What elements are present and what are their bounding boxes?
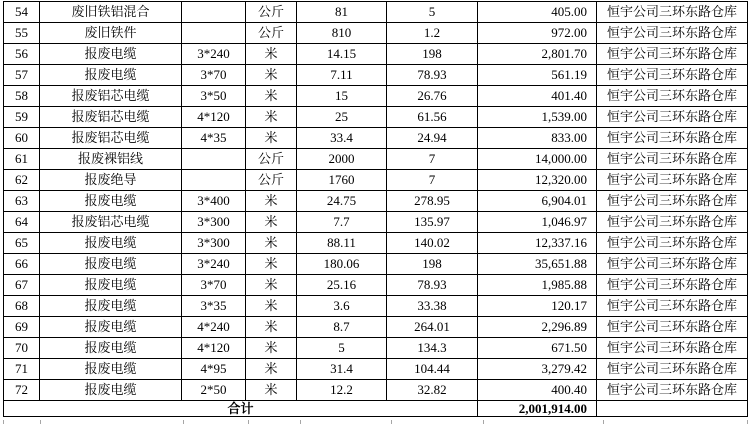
cell-unit-price[interactable]: 140.02 (387, 233, 478, 254)
cell-amount[interactable]: 35,651.88 (478, 254, 597, 275)
cell-quantity[interactable]: 3.6 (297, 296, 387, 317)
cell-unit[interactable]: 米 (246, 275, 297, 296)
cell-spec[interactable] (182, 2, 246, 23)
cell-quantity[interactable]: 33.4 (297, 128, 387, 149)
table-row (4, 338, 748, 359)
cell-spec[interactable]: 3*300 (182, 212, 246, 233)
cell-spec[interactable]: 4*240 (182, 317, 246, 338)
cell-location[interactable]: 恒宇公司三环东路仓库 (597, 65, 748, 86)
cell-amount[interactable]: 1,539.00 (478, 107, 597, 128)
cell-amount[interactable]: 120.17 (478, 296, 597, 317)
grid-line-stub (40, 420, 41, 424)
cell-amount[interactable]: 400.40 (478, 380, 597, 401)
cell-quantity[interactable]: 15 (297, 86, 387, 107)
cell-row-number[interactable]: 67 (4, 275, 40, 296)
cell-row-number[interactable]: 62 (4, 170, 40, 191)
cell-row-number[interactable]: 71 (4, 359, 40, 380)
cell-amount[interactable]: 1,985.88 (478, 275, 597, 296)
cell-unit-price[interactable]: 7 (387, 170, 478, 191)
cell-spec[interactable]: 3*300 (182, 233, 246, 254)
cell-item-name[interactable]: 报废电缆 (40, 359, 182, 380)
cell-quantity[interactable]: 8.7 (297, 317, 387, 338)
cell-unit[interactable]: 米 (246, 128, 297, 149)
grid-line-stub (3, 420, 4, 424)
cell-unit[interactable]: 米 (246, 65, 297, 86)
cell-spec[interactable] (182, 149, 246, 170)
cell-quantity[interactable]: 1760 (297, 170, 387, 191)
cell-quantity[interactable]: 810 (297, 23, 387, 44)
table-row (4, 107, 748, 128)
cell-quantity[interactable]: 25.16 (297, 275, 387, 296)
cell-row-number[interactable]: 64 (4, 212, 40, 233)
cell-unit-price[interactable]: 134.3 (387, 338, 478, 359)
cell-spec[interactable] (182, 170, 246, 191)
cell-location[interactable]: 恒宇公司三环东路仓库 (597, 86, 748, 107)
cell-row-number[interactable]: 70 (4, 338, 40, 359)
cell-unit-price[interactable]: 264.01 (387, 317, 478, 338)
cell-amount[interactable]: 12,337.16 (478, 233, 597, 254)
cell-location[interactable]: 恒宇公司三环东路仓库 (597, 254, 748, 275)
total-amount-cell[interactable]: 2,001,914.00 (478, 401, 597, 417)
table-row (4, 359, 748, 380)
table-row (4, 65, 748, 86)
grid-line-stub (248, 420, 249, 424)
cell-item-name[interactable]: 报废铝芯电缆 (40, 86, 182, 107)
cell-unit[interactable]: 米 (246, 212, 297, 233)
cell-row-number[interactable]: 56 (4, 44, 40, 65)
cell-row-number[interactable]: 59 (4, 107, 40, 128)
cell-location[interactable]: 恒宇公司三环东路仓库 (597, 359, 748, 380)
cell-item-name[interactable]: 报废铝芯电缆 (40, 212, 182, 233)
total-row (4, 401, 748, 417)
table-row (4, 149, 748, 170)
cell-location[interactable]: 恒宇公司三环东路仓库 (597, 170, 748, 191)
grid-line-stub (391, 420, 392, 424)
cell-unit-price[interactable]: 1.2 (387, 23, 478, 44)
cell-unit-price[interactable]: 198 (387, 254, 478, 275)
table-row (4, 380, 748, 401)
cell-unit-price[interactable]: 78.93 (387, 275, 478, 296)
cell-quantity[interactable]: 88.11 (297, 233, 387, 254)
cell-row-number[interactable]: 69 (4, 317, 40, 338)
cell-quantity[interactable]: 5 (297, 338, 387, 359)
cell-row-number[interactable]: 66 (4, 254, 40, 275)
cell-row-number[interactable]: 65 (4, 233, 40, 254)
table-row (4, 275, 748, 296)
cell-unit-price[interactable]: 135.97 (387, 212, 478, 233)
cell-unit-price[interactable]: 278.95 (387, 191, 478, 212)
cell-row-number[interactable]: 72 (4, 380, 40, 401)
cell-spec[interactable]: 4*120 (182, 338, 246, 359)
cell-unit[interactable]: 米 (246, 86, 297, 107)
cell-spec[interactable]: 4*95 (182, 359, 246, 380)
table-row (4, 233, 748, 254)
table-row (4, 317, 748, 338)
table-row (4, 2, 748, 23)
cell-unit[interactable]: 米 (246, 380, 297, 401)
table-row (4, 212, 748, 233)
cell-unit[interactable]: 米 (246, 317, 297, 338)
cell-amount[interactable]: 2,296.89 (478, 317, 597, 338)
cell-unit[interactable]: 米 (246, 191, 297, 212)
cell-location[interactable]: 恒宇公司三环东路仓库 (597, 317, 748, 338)
cell-unit[interactable]: 米 (246, 338, 297, 359)
table-row (4, 254, 748, 275)
cell-row-number[interactable]: 63 (4, 191, 40, 212)
cell-location[interactable]: 恒宇公司三环东路仓库 (597, 44, 748, 65)
cell-spec[interactable]: 3*50 (182, 86, 246, 107)
cell-location[interactable]: 恒宇公司三环东路仓库 (597, 233, 748, 254)
cell-item-name[interactable]: 报废电缆 (40, 296, 182, 317)
cell-row-number[interactable]: 61 (4, 149, 40, 170)
cell-location[interactable]: 恒宇公司三环东路仓库 (597, 338, 748, 359)
cell-spec[interactable]: 4*120 (182, 107, 246, 128)
cell-amount[interactable]: 6,904.01 (478, 191, 597, 212)
table-row (4, 44, 748, 65)
cell-quantity[interactable]: 7.7 (297, 212, 387, 233)
cell-amount[interactable]: 401.40 (478, 86, 597, 107)
cell-amount[interactable]: 14,000.00 (478, 149, 597, 170)
cell-unit[interactable]: 米 (246, 44, 297, 65)
table-row (4, 128, 748, 149)
cell-row-number[interactable]: 55 (4, 23, 40, 44)
cell-unit[interactable]: 米 (246, 296, 297, 317)
grid-line-stub (747, 420, 748, 424)
cell-item-name[interactable]: 报废电缆 (40, 191, 182, 212)
cell-item-name[interactable]: 废旧铁件 (40, 23, 182, 44)
cell-row-number[interactable]: 54 (4, 2, 40, 23)
cell-location[interactable]: 恒宇公司三环东路仓库 (597, 191, 748, 212)
cell-item-name[interactable]: 报废绝导 (40, 170, 182, 191)
cell-location[interactable]: 恒宇公司三环东路仓库 (597, 380, 748, 401)
cell-amount[interactable]: 405.00 (478, 2, 597, 23)
cell-spec[interactable] (182, 23, 246, 44)
cell-amount[interactable]: 833.00 (478, 128, 597, 149)
cell-spec[interactable]: 3*35 (182, 296, 246, 317)
cell-unit-price[interactable]: 104.44 (387, 359, 478, 380)
cell-amount[interactable]: 2,801.70 (478, 44, 597, 65)
cell-unit-price[interactable]: 26.76 (387, 86, 478, 107)
total-label-cell[interactable]: 合计 (4, 401, 478, 417)
table-row (4, 23, 748, 44)
cell-location[interactable]: 恒宇公司三环东路仓库 (597, 23, 748, 44)
cell-unit-price[interactable]: 78.93 (387, 65, 478, 86)
cell-location[interactable]: 恒宇公司三环东路仓库 (597, 212, 748, 233)
cell-location[interactable]: 恒宇公司三环东路仓库 (597, 2, 748, 23)
cell-item-name[interactable]: 废旧铁铝混合 (40, 2, 182, 23)
cell-item-name[interactable]: 报废电缆 (40, 317, 182, 338)
cell-amount[interactable]: 972.00 (478, 23, 597, 44)
grid-line-stub (483, 420, 484, 424)
cell-spec[interactable]: 3*240 (182, 254, 246, 275)
cell-row-number[interactable]: 58 (4, 86, 40, 107)
cell-item-name[interactable]: 报废铝芯电缆 (40, 107, 182, 128)
cell-quantity[interactable]: 81 (297, 2, 387, 23)
cell-item-name[interactable]: 报废裸铝线 (40, 149, 182, 170)
cell-unit-price[interactable]: 198 (387, 44, 478, 65)
cell-amount[interactable]: 3,279.42 (478, 359, 597, 380)
cell-item-name[interactable]: 报废电缆 (40, 65, 182, 86)
table-row (4, 86, 748, 107)
cell-row-number[interactable]: 60 (4, 128, 40, 149)
cell-unit[interactable]: 公斤 (246, 170, 297, 191)
cell-spec[interactable]: 4*35 (182, 128, 246, 149)
scrap-inventory-table (3, 1, 748, 417)
cell-unit-price[interactable]: 33.38 (387, 296, 478, 317)
cell-spec[interactable]: 3*240 (182, 44, 246, 65)
cell-spec[interactable]: 3*70 (182, 65, 246, 86)
cell-unit-price[interactable]: 5 (387, 2, 478, 23)
cell-unit[interactable]: 公斤 (246, 23, 297, 44)
cell-quantity[interactable]: 12.2 (297, 380, 387, 401)
grid-line-stub (183, 420, 184, 424)
cell-item-name[interactable]: 报废铝芯电缆 (40, 128, 182, 149)
table-row (4, 191, 748, 212)
cell-location[interactable]: 恒宇公司三环东路仓库 (597, 107, 748, 128)
cell-unit-price[interactable]: 61.56 (387, 107, 478, 128)
cell-amount[interactable]: 12,320.00 (478, 170, 597, 191)
cell-item-name[interactable]: 报废电缆 (40, 338, 182, 359)
cell-unit[interactable]: 米 (246, 254, 297, 275)
table-body (4, 2, 748, 417)
cell-amount[interactable]: 671.50 (478, 338, 597, 359)
cell-row-number[interactable]: 68 (4, 296, 40, 317)
cell-item-name[interactable]: 报废电缆 (40, 275, 182, 296)
cell-amount[interactable]: 561.19 (478, 65, 597, 86)
cell-unit[interactable]: 公斤 (246, 2, 297, 23)
cell-spec[interactable]: 3*70 (182, 275, 246, 296)
cell-quantity[interactable]: 31.4 (297, 359, 387, 380)
total-location-cell[interactable] (597, 401, 748, 417)
grid-line-stub (603, 420, 604, 424)
cell-item-name[interactable]: 报废电缆 (40, 254, 182, 275)
cell-quantity[interactable]: 180.06 (297, 254, 387, 275)
cell-location[interactable]: 恒宇公司三环东路仓库 (597, 149, 748, 170)
cell-location[interactable]: 恒宇公司三环东路仓库 (597, 296, 748, 317)
cell-quantity[interactable]: 7.11 (297, 65, 387, 86)
cell-unit-price[interactable]: 24.94 (387, 128, 478, 149)
cell-unit[interactable]: 米 (246, 359, 297, 380)
table-row (4, 296, 748, 317)
grid-line-stub (300, 420, 301, 424)
cell-location[interactable]: 恒宇公司三环东路仓库 (597, 275, 748, 296)
cell-unit[interactable]: 公斤 (246, 149, 297, 170)
cell-item-name[interactable]: 报废电缆 (40, 44, 182, 65)
cell-row-number[interactable]: 57 (4, 65, 40, 86)
cell-unit-price[interactable]: 32.82 (387, 380, 478, 401)
cell-quantity[interactable]: 24.75 (297, 191, 387, 212)
cell-unit-price[interactable]: 7 (387, 149, 478, 170)
cell-item-name[interactable]: 报废电缆 (40, 380, 182, 401)
cell-unit[interactable]: 米 (246, 233, 297, 254)
cell-item-name[interactable]: 报废电缆 (40, 233, 182, 254)
cell-quantity[interactable]: 25 (297, 107, 387, 128)
cell-location[interactable]: 恒宇公司三环东路仓库 (597, 128, 748, 149)
cell-unit[interactable]: 米 (246, 107, 297, 128)
cell-spec[interactable]: 2*50 (182, 380, 246, 401)
table-row (4, 170, 748, 191)
cell-spec[interactable]: 3*400 (182, 191, 246, 212)
cell-quantity[interactable]: 14.15 (297, 44, 387, 65)
cell-quantity[interactable]: 2000 (297, 149, 387, 170)
cell-amount[interactable]: 1,046.97 (478, 212, 597, 233)
